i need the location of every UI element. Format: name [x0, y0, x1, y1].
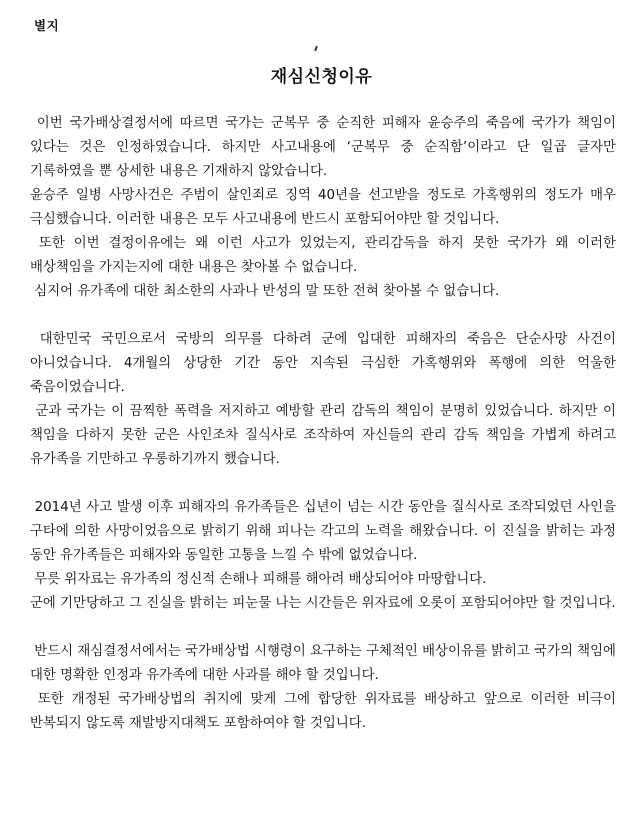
paragraph-2: 윤승주 일병 사망사건은 주범이 살인죄로 징역 40년을 선고받을 정도로 가혹행위의 정도가 매우 극심했습니다. 이러한 내용은 모두 사고내용에 반드시 포함되어야만 할 것입니다.	[30, 188, 616, 227]
document-body	[30, 112, 616, 736]
stray-mark	[314, 46, 318, 51]
paragraph-11: 또한 개정된 국가배상법의 취지에 맞게 그에 합당한 위자료를 배상하고 앞으로 이러한 비극이 반복되지 않도록 재발방지대책도 포함하여야 할 것입니다.	[30, 692, 616, 731]
paragraph-7: 2014년 사고 발생 이후 피해자의 유가족들은 십년이 넘는 시간 동안을 질식사로 조작되었던 사인을 구타에 의한 사망이었음으로 밝히기 위해 피나는 각고의 노력을 해왔습니다. 이 진실을 밝히는 과정 동안 유가족들은 피해자와 동일한 고통을 느낄 수 밖에 없었습니다.	[30, 500, 616, 563]
paragraph-9: 군에 기만당하고 그 진실을 밝히는 피눈물 나는 시간들은 위자료에 오롯이 포함되어야만 할 것입니다.	[30, 596, 616, 611]
paragraph-4: 심지어 유가족에 대한 최소한의 사과나 반성의 말 또한 전혀 찾아볼 수 없습니다.	[30, 284, 500, 299]
paragraph-8: 무릇 위자료는 유가족의 정신적 손해나 피해를 해아려 배상되어야 마땅합니다.	[30, 572, 487, 587]
paragraph-5: 대한민국 국민으로서 국방의 의무를 다하려 군에 입대한 피해자의 죽음은 단순사망 사건이 아니었습니다. 4개월의 상당한 기간 동안 지속된 극심한 가혹행위와 폭행에 의한 억울한 죽음이었습니다.	[30, 332, 616, 395]
document-title: 재심신청이유	[270, 67, 373, 87]
paragraph-10: 반드시 재심결정서에서는 국가배상법 시행령이 요구하는 구체적인 배상이유를 밝히고 국가의 책임에 대한 명확한 인정과 유가족에 대한 사과를 해야 할 것입니다.	[30, 644, 616, 683]
paragraph-6: 군과 국가는 이 끔찍한 폭력을 저지하고 예방할 관리 감독의 책임이 분명히 있었습니다. 하지만 이 책임을 다하지 못한 군은 사인조차 질식사로 조작하여 자신들의 관리 감독 책임을 가볍게 하려고 유가족을 기만하고 우롱하기까지 했습니다.	[30, 404, 616, 467]
paragraph-1: 이번 국가배상결정서에 따르면 국가는 군복무 중 순직한 피해자 윤승주의 죽음에 국가가 책임이 있다는 것은 인정하였습니다. 하지만 사고내용에 ‘군복무 중 순직함’이라고 단 일곱 글자만 기록하였을 뿐 상세한 내용은 기재하지 않았습니다.	[30, 116, 616, 179]
paragraph-3: 또한 이번 결정이유에는 왜 이런 사고가 있었는지, 관리감독을 하지 못한 국가가 왜 이러한 배상책임을 가지는지에 대한 내용은 찾아볼 수 없습니다.	[30, 236, 616, 275]
attachment-label: 별지	[34, 18, 60, 33]
